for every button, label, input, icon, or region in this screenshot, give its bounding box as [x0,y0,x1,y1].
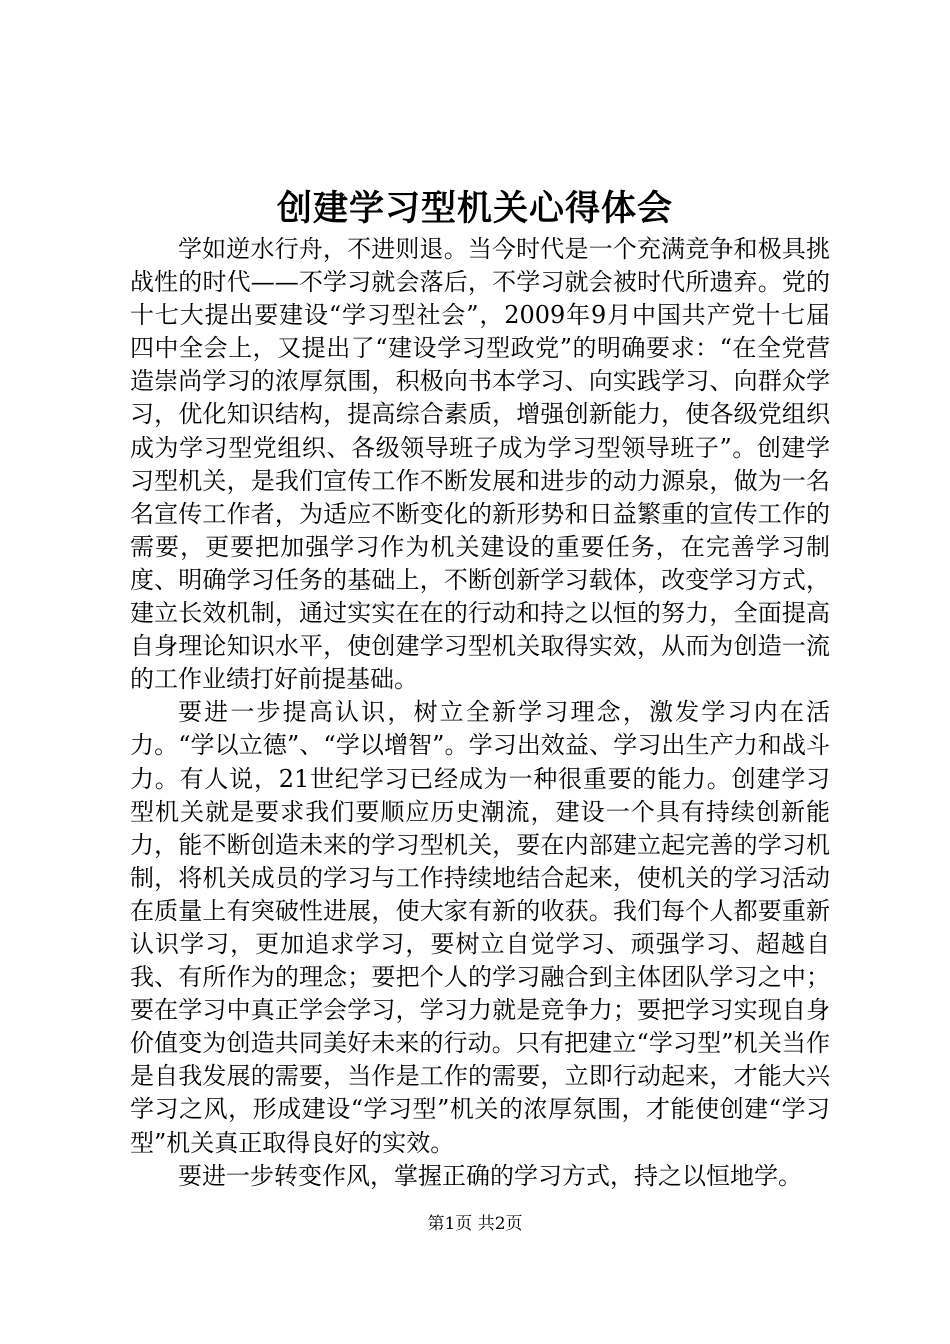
document-title: 创建学习型机关心得体会 [276,188,673,229]
document-body [130,233,830,1193]
paragraph-3: 要进一步转变作风，掌握正确的学习方式，持之以恒地学。 [178,1161,802,1190]
page-footer: 第1页 共2页 [427,1214,523,1234]
paragraph-1: 学如逆水行舟，不进则退。当今时代是一个充满竞争和极具挑战性的时代——不学习就会落后，不学习就会被时代所遗弃。党的十七大提出要建设“学习型社会”，2009年9月中国共产党十七届四中全会上，又提出了“建设学习型政党”的明确要求：“在全党营造崇尚学习的浓厚氛围，积极向书本学习、向实践学习、向群众学习，优化知识结构，提高综合素质，增强创新能力，使各级党组织成为学习型党组织、各级领导班子成为学习型领导班子”。创建学习型机关，是我们宣传工作不断发展和进步的动力源泉，做为一名名宣传工作者，为适应不断变化的新形势和日益繁重的宣传工作的需要，更要把加强学习作为机关建设的重要任务，在完善学习制度、明确学习任务的基础上，不断创新学习载体，改变学习方式，建立长效机制，通过实实在在的行动和持之以恒的努力，全面提高自身理论知识水平，使创建学习型机关取得实效，从而为创造一流的工作业绩打好前提基础。 [130,235,830,694]
paragraph-2: 要进一步提高认识，树立全新学习理念，激发学习内在活力。“学以立德”、“学以增智”。学习出效益、学习出生产力和战斗力。有人说，21世纪学习已经成为一种很重要的能力。创建学习型机关就是要求我们要顺应历史潮流，建设一个具有持续创新能力，能不断创造未来的学习型机关，要在内部建立起完善的学习机制，将机关成员的学习与工作持续地结合起来，使机关的学习活动在质量上有突破性进展，使大家有新的收获。我们每个人都要重新认识学习，更加追求学习，要树立自觉学习、顽强学习、超越自我、有所作为的理念；要把个人的学习融合到主体团队学习之中；要在学习中真正学会学习，学习力就是竞争力；要把学习实现自身价值变为创造共同美好未来的行动。只有把建立“学习型”机关当作是自我发展的需要，当作是工作的需要，立即行动起来，才能大兴学习之风，形成建设“学习型”机关的浓厚氛围，才能使创建“学习型”机关真正取得良好的实效。 [130,698,830,1157]
